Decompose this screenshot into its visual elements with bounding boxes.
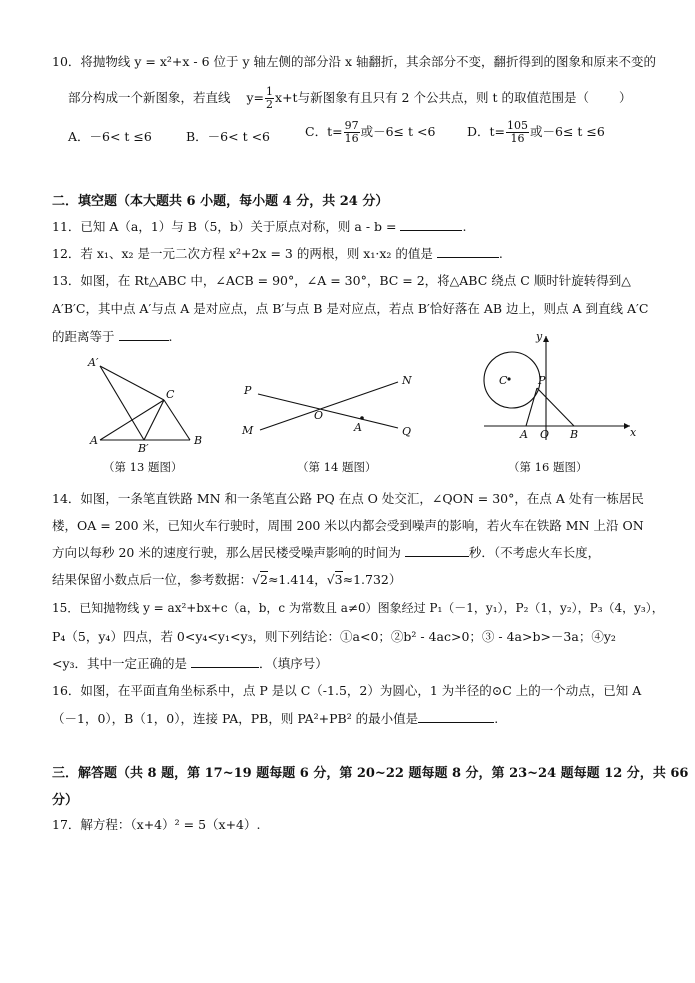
q10-line1: 10．将抛物线 y = x²+x - 6 位于 y 轴左侧的部分沿 x 轴翻折，其余部分不变，翻折得到的图象和原来不变的	[52, 54, 657, 69]
fig13-label-c: C	[166, 388, 175, 401]
q10-option-d: D．t= $\frac{105}{16}$ 或－6≤ t ≤6	[467, 119, 605, 145]
fig16-caption: （第 16 题图）	[508, 460, 588, 474]
fig14-caption: （第 14 题图）	[297, 460, 377, 474]
q10-line2-post: 与新图象有且只有 2 个公共点，则 t 的取值范围是（	[297, 90, 589, 105]
q10-option-b: B．－6< t <6	[186, 129, 271, 144]
q14-line2: 楼，OA = 200 米，已知火车行驶时，周围 200 米以内都会受到噪声的影响，若火车在铁路 MN 上沿 ON	[52, 518, 644, 533]
fig14-label-m: M	[242, 424, 254, 437]
figure-13	[82, 352, 212, 452]
q13-line1: 13．如图，在 Rt△ABC 中，∠ACB = 90°，∠A = 30°，BC = 2，将△ABC 绕点 C 顺时针旋转得到△	[52, 273, 631, 288]
section-3-heading-line1: 三．解答题（共 8 题，第 17~19 题每题 6 分，第 20~22 题每题 8 分，第 23~24 题每题 12 分，共 66	[52, 766, 689, 781]
q10-eq-y: y=	[246, 90, 265, 105]
fig14-label-n: N	[402, 374, 412, 387]
fig14-label-p: P	[244, 384, 252, 397]
fig16-label-o: O	[540, 428, 550, 441]
fig14-label-q: Q	[402, 425, 412, 438]
fig13-label-b-prime: B′	[138, 442, 149, 452]
fig16-label-y: y	[536, 330, 543, 343]
section-3-heading-line2: 分）	[52, 793, 79, 808]
q15-line2: P₄（5，y₄）四点，若 0<y₄<y₁<y₃，则下列结论：①a<0；②b² - 4ac>0；③ - 4a>b>－3a；④y₂	[52, 629, 616, 644]
fig14-label-a: A	[354, 421, 362, 434]
fig13-label-b: B	[194, 434, 203, 447]
section-2-heading: 二．填空题（本大题共 6 小题，每小题 4 分，共 24 分）	[52, 194, 389, 209]
q17: 17．解方程：（x+4）² = 5（x+4）.	[52, 817, 261, 832]
q14-line4: 结果保留小数点后一位，参考数据：√2≈1.414，√3≈1.732）	[52, 572, 402, 587]
fig16-label-c: C	[499, 374, 508, 387]
fig13-label-a: A	[90, 434, 98, 447]
fig13-label-a-prime: A′	[88, 356, 99, 369]
q13-line3: 的距离等于 .	[52, 329, 173, 344]
fig14-label-o: O	[314, 409, 324, 422]
q10-fraction: $\frac{1}{2}$	[266, 85, 274, 111]
sqrt-symbol: √	[252, 572, 260, 587]
q12: 12．若 x₁、x₂ 是一元二次方程 x²+2x = 3 的两根，则 x₁·x₂ 的值是 .	[52, 246, 503, 261]
q15-line1: 15．已知抛物线 y = ax²+bx+c（a，b，c 为常数且 a≠0）图象经过 P₁（－1，y₁），P₂（1，y₂），P₃（4，y₃），	[52, 601, 664, 615]
q10-line2-pre: 部分构成一个新图象，若直线	[68, 90, 231, 105]
fig13-caption: （第 13 题图）	[103, 460, 183, 474]
q10-line2-end: ）	[618, 90, 632, 105]
q16-line2: （－1，0），B（1，0），连接 PA，PB，则 PA²+PB² 的最小值是 .	[52, 711, 499, 726]
fig16-label-b: B	[570, 428, 579, 441]
figure-14	[240, 370, 420, 440]
q10-option-a: A．－6< t ≤6	[68, 129, 152, 144]
q10-line2	[68, 86, 631, 111]
figure-16	[480, 328, 640, 448]
q16-line1: 16．如图，在平面直角坐标系中，点 P 是以 C（-1.5，2）为圆心，1 为半径的⊙C 上的一个动点，已知 A	[52, 683, 642, 698]
q10-eq-rest: x+t	[275, 90, 298, 105]
fig16-label-p: P	[538, 374, 546, 387]
q10-option-c: C．t= $\frac{97}{16}$ 或－6≤ t <6	[305, 119, 436, 145]
q15-line3: <y₃．其中一定正确的是 ．（填序号）	[52, 656, 328, 671]
q13-line2: A′B′C，其中点 A′与点 A 是对应点，点 B′与点 B 是对应点，若点 B′恰好落在 AB 边上，则点 A 到直线 A′C	[52, 301, 649, 316]
fig16-label-x: x	[630, 426, 637, 439]
q14-line3: 方向以每秒 20 米的速度行驶，那么居民楼受噪声影响的时间为 秒．（不考虑火车长度，	[52, 545, 601, 560]
fig16-label-a: A	[520, 428, 528, 441]
q11: 11．已知 A（a，1）与 B（5，b）关于原点对称，则 a - b = .	[52, 219, 467, 234]
q14-line1: 14．如图，一条笔直铁路 MN 和一条笔直公路 PQ 在点 O 处交汇，∠QON = 30°，在点 A 处有一栋居民	[52, 491, 644, 506]
